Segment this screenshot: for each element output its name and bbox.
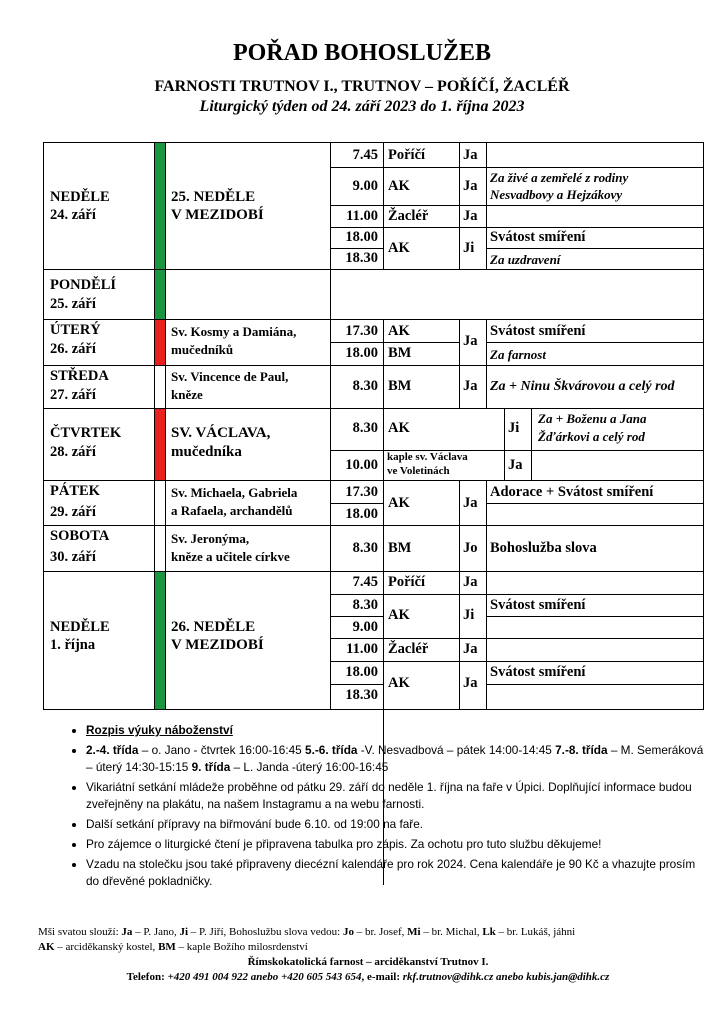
mass-time: 8.30 [352,420,378,436]
celebration-name: V MEZIDOBÍ [171,207,264,223]
mass-place: kaple sv. Václava [387,451,468,463]
mass-time: 18.00 [345,664,378,680]
saint-name: mučedníka [171,444,242,460]
announcement-item [86,816,705,833]
day-name: PONDĚLÍ [50,277,117,293]
day-date: 27. září [50,387,96,403]
liturgical-color-bar [155,408,165,480]
day-name: PÁTEK [50,483,100,499]
day-date: 28. září [50,444,96,460]
mass-place: AK [388,495,410,511]
class-info: – o. Jano - čtvrtek 16:00-16:45 [138,743,306,757]
mass-priest: Ja [463,495,478,511]
class-group: 2.-4. třída [86,743,139,757]
mass-place: AK [388,178,410,194]
mass-time: 11.00 [346,641,378,657]
schedule-table [43,142,704,710]
mass-priest: Ji [463,240,475,256]
mass-time: 18.30 [345,250,378,266]
mass-time: 9.00 [352,178,378,194]
mass-time: 17.30 [345,323,378,339]
day-name: NEDĚLE [50,619,110,635]
liturgical-color-bar [155,571,165,709]
class-info: – M. Semeráková – úterý 14:30-15:15 [86,743,704,774]
mass-intention: Svátost smíření [490,229,586,245]
saint-name: Sv. Jeronýma, [171,531,250,546]
saint-name: Sv. Vincence de Paul, [171,369,289,384]
announcement-text: Vikariátní setkání mládeže proběhne od pátku 29. září do neděle 1. října na faře v Úpici. Doplňující informace budou zveřejněny na plakátu, na našem Instagramu a na webu farnosti. [86,780,692,811]
day-date: 24. září [50,207,96,223]
mass-intention: Za uzdravení [490,252,561,267]
mass-time: 18.00 [345,229,378,245]
email-addresses: rkf.trutnov@dihk.cz anebo kubis.jan@dihk.cz [402,971,610,983]
mass-place: Poříčí [388,574,426,590]
footer-legend-places: AK – arciděkanský kostel, BM – kaple Božího milosrdenství [38,941,308,953]
mass-intention: Svátost smíření [490,664,586,680]
liturgical-color-bar [155,269,165,319]
day-date: 26. září [50,341,96,357]
parish-subtitle: FARNOSTI TRUTNOV I., TRUTNOV – POŘÍČÍ, ŽACLÉŘ [154,78,570,95]
mass-place: BM [388,378,412,394]
mass-intention: Svátost smíření [490,323,586,339]
day-date: 29. září [50,504,96,520]
footer-legend-priests: Mši svatou slouží: Ja – P. Jano, Ji – P. Jiří, Bohoslužbu slova vedou: Jo – br. Josef, Mi – br. Michal, Lk – br. Lukáš, jáhni [38,926,576,938]
mass-intention: Nesvadbovy a Hejzákovy [490,187,623,202]
mass-priest: Ja [508,457,523,473]
mass-time: 8.30 [352,597,378,613]
mass-time: 17.30 [345,484,378,500]
announcement-text: Další setkání přípravy na biřmování bude 6.10. od 19:00 na faře. [86,817,424,831]
class-group: 5.-6. třída [305,743,358,757]
mass-priest: Jo [463,540,478,556]
mass-intention: Bohoslužba slova [490,540,597,556]
mass-priest: Ja [463,378,478,394]
mass-place: Žacléř [388,641,429,657]
mass-intention: Za živé a zemřelé z rodiny [490,170,629,185]
announcement-item [86,722,705,739]
parish-name: Římskokatolická farnost – arciděkanství Trutnov I. [247,956,489,968]
announcement-item [86,779,705,813]
announcement-item [86,836,705,853]
day-name: SOBOTA [50,528,110,544]
saint-name: Sv. Michaela, Gabriela [171,485,298,500]
mass-priest: Ja [463,178,478,194]
mass-intention: Žďárkovi a celý rod [538,429,645,444]
mass-priest: Ja [463,147,478,163]
day-date: 30. září [50,549,96,565]
footer [38,925,698,985]
mass-intention: Za farnost [490,347,546,362]
mass-place: ve Voletinách [387,465,450,477]
mass-priest: Ji [463,607,475,623]
mass-priest: Ja [463,574,478,590]
mass-time: 9.00 [352,619,378,635]
saint-name: Sv. Kosmy a Damiána, [171,324,297,339]
day-name: ÚTERÝ [50,322,101,338]
mass-place: AK [388,420,410,436]
saint-name: kněze [171,387,203,402]
saint-name: SV. VÁCLAVA, [171,425,271,441]
day-name: ČTVRTEK [50,425,122,441]
saint-name: kněze a učitele církve [171,549,290,564]
mass-time: 18.00 [345,506,378,522]
day-name: STŘEDA [50,368,109,384]
class-info: – L. Janda -úterý 16:00-16:45 [230,760,389,774]
contact-line: Telefon: +420 491 004 922 anebo +420 605 543 654, e-mail: rkf.trutnov@dihk.cz anebo kubis.jan@dihk.cz [126,971,610,983]
celebration-name: 26. NEDĚLE [171,619,256,635]
mass-place: BM [388,345,412,361]
celebration-name: V MEZIDOBÍ [171,637,264,653]
mass-intention: Adorace + Svátost smíření [490,484,654,500]
announcement-text: Vzadu na stolečku jsou také připraveny diecézní kalendáře pro rok 2024. Cena kalendáře je 90 Kč a vhazujte prosím do dřevěné pokladničky. [86,857,696,888]
class-info: -V. Nesvadbová – pátek 14:00-14:45 [357,743,556,757]
mass-place: Žacléř [388,208,429,224]
mass-intention: Za + Boženu a Jana [538,411,647,426]
mass-place: AK [388,607,410,623]
page-title: POŘAD BOHOSLUŽEB [232,40,492,66]
mass-place: AK [388,240,410,256]
day-date: 1. října [50,637,96,653]
saint-name: a Rafaela, archandělů [171,503,293,518]
mass-time: 10.00 [345,457,378,473]
mass-place: BM [388,540,412,556]
announcement-heading: Rozpis výuky náboženství [86,723,233,737]
mass-priest: Ja [463,333,478,349]
mass-place: AK [388,323,410,339]
announcements [60,722,705,893]
announcement-item [86,742,705,776]
day-name: NEDĚLE [50,189,110,205]
saint-name: mučedníků [171,342,234,357]
mass-priest: Ja [463,675,478,691]
class-group: 7.-8. třída [555,743,608,757]
mass-time: 18.30 [345,687,378,703]
mass-time: 7.45 [352,574,378,590]
day-date: 25. září [50,296,96,312]
mass-intention: Za + Ninu Škvárovou a celý rod [490,379,675,394]
liturgical-week: Liturgický týden od 24. září 2023 do 1. října 2023 [199,98,525,115]
mass-time: 18.00 [345,345,378,361]
liturgical-color-bar [155,319,165,365]
mass-time: 8.30 [352,540,378,556]
mass-time: 7.45 [352,147,378,163]
announcement-text: Pro zájemce o liturgické čtení je připravena tabulka pro zápis. Za ochotu pro tuto službu děkujeme! [86,837,602,851]
mass-time: 8.30 [352,378,378,394]
celebration-name: 25. NEDĚLE [171,189,256,205]
mass-priest: Ja [463,641,478,657]
announcement-item [86,856,705,890]
mass-time: 11.00 [346,208,378,224]
liturgical-color-bar [155,143,165,269]
class-group: 9. třída [191,760,231,774]
mass-intention: Svátost smíření [490,597,586,613]
mass-place: AK [388,675,410,691]
phone-numbers: +420 491 004 922 anebo +420 605 543 654 [167,971,362,983]
mass-priest: Ja [463,208,478,224]
mass-priest: Ji [508,420,520,436]
mass-place: Poříčí [388,147,426,163]
